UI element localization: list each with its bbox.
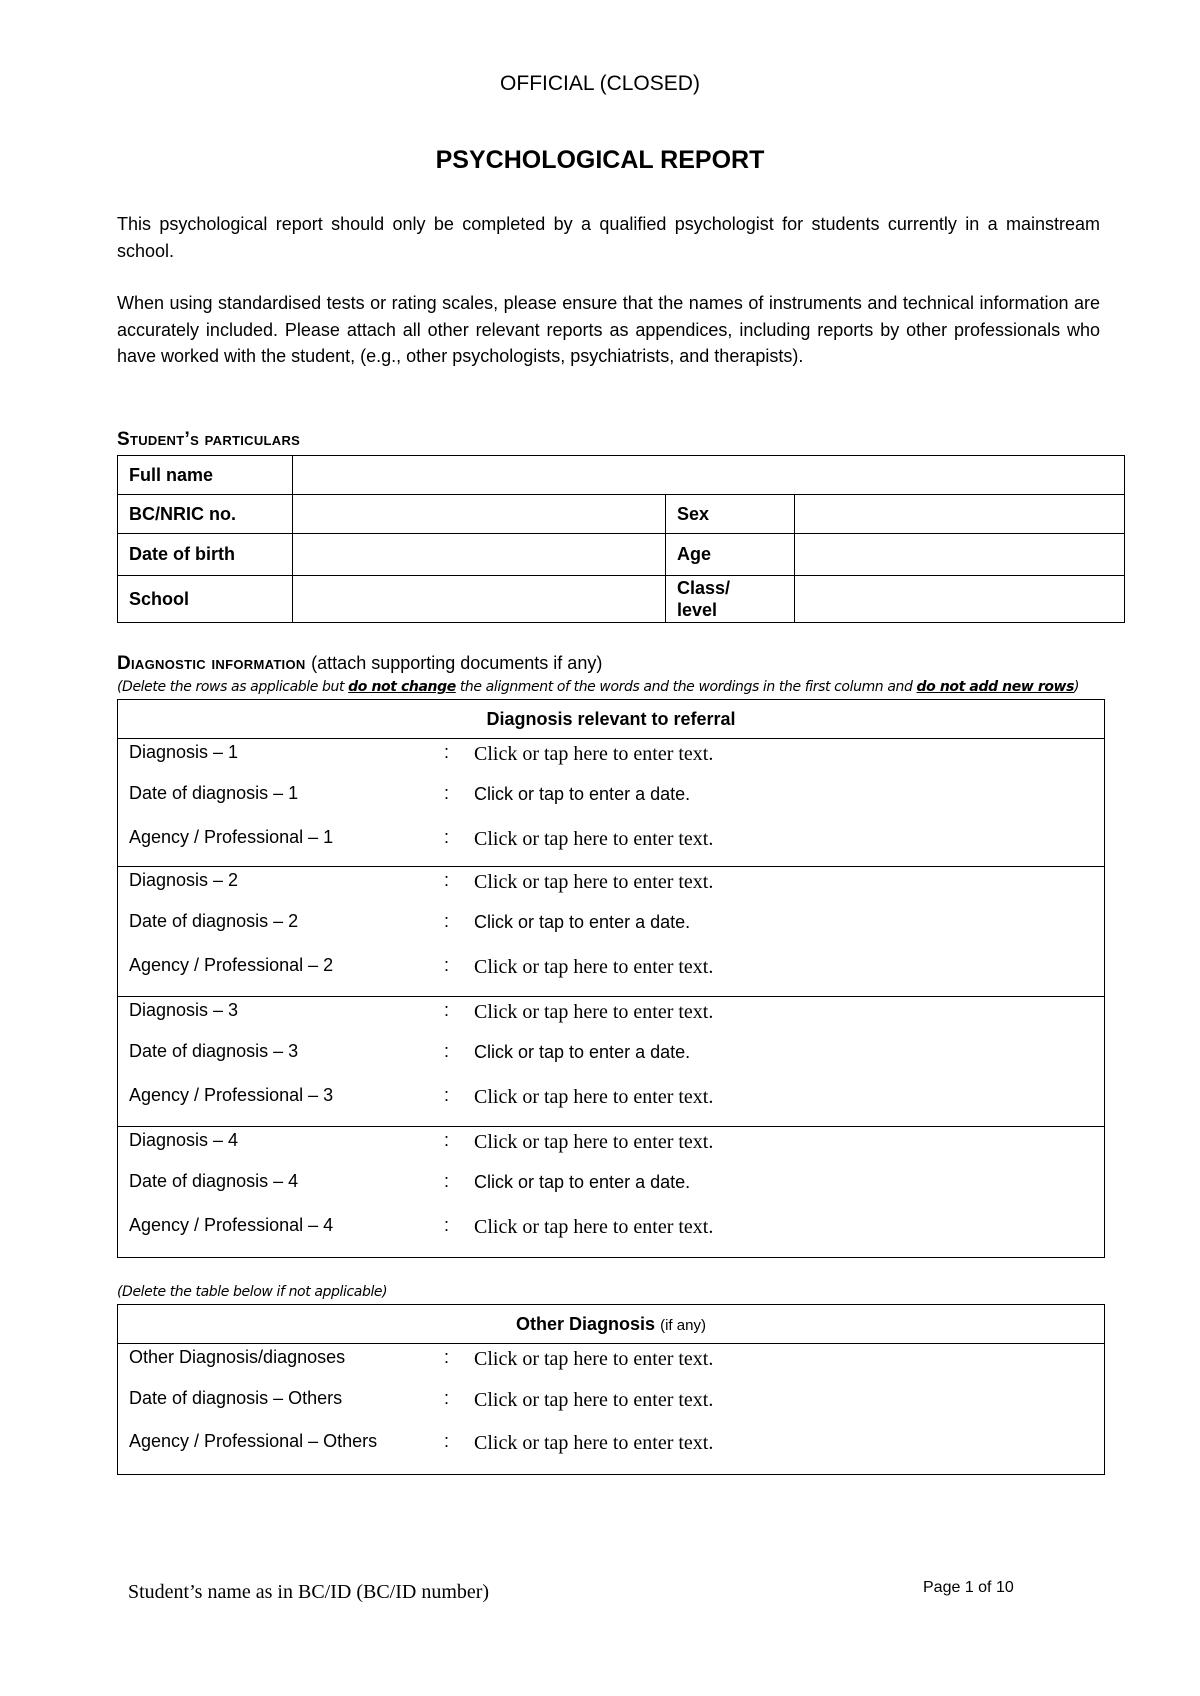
diagnosis-group-1	[118, 739, 1104, 867]
text-entry-field[interactable]: Click or tap here to enter text.	[474, 1348, 714, 1370]
table-row	[118, 576, 1124, 622]
colon-separator: :	[444, 1388, 450, 1408]
diagnosis-row-label: Diagnosis – 3	[129, 1000, 239, 1020]
date-picker-field[interactable]: Click or tap to enter a date.	[474, 1042, 691, 1062]
full-name-field[interactable]	[293, 456, 1123, 494]
colon-separator: :	[444, 955, 450, 975]
class-level-field[interactable]	[795, 576, 1123, 622]
particulars-heading: Student’s particulars	[117, 429, 301, 450]
text-entry-field[interactable]: Click or tap here to enter text.	[474, 1432, 714, 1454]
dob-label: Date of birth	[129, 544, 235, 564]
bc-nric-label: BC/NRIC no.	[129, 503, 236, 524]
page-number: Page 1 of 10	[923, 1579, 1014, 1596]
text-entry-field[interactable]: Click or tap here to enter text.	[474, 743, 714, 765]
footer-student-ref: Student’s name as in BC/ID (BC/ID number)	[128, 1581, 490, 1603]
diagnosis-group-4	[118, 1127, 1104, 1257]
diagnostic-heading	[117, 653, 602, 675]
other-diagnosis-table	[117, 1304, 1105, 1475]
sex-label: Sex	[677, 503, 710, 524]
table-row	[118, 456, 1124, 495]
colon-separator: :	[444, 783, 450, 803]
other-row-label: Other Diagnosis/diagnoses	[129, 1347, 346, 1367]
particulars-table	[117, 455, 1125, 623]
text-entry-field[interactable]: Click or tap here to enter text.	[474, 828, 714, 850]
classification-label: OFFICIAL (CLOSED)	[500, 72, 700, 95]
text-entry-field[interactable]: Click or tap here to enter text.	[474, 1389, 714, 1411]
text-entry-field[interactable]: Click or tap here to enter text.	[474, 1086, 714, 1108]
date-row-label: Date of diagnosis – 2	[129, 911, 299, 931]
bc-nric-field[interactable]	[293, 495, 665, 533]
diagnostic-heading-note: (attach supporting documents if any)	[311, 653, 603, 673]
date-picker-field[interactable]: Click or tap to enter a date.	[474, 784, 691, 804]
other-row-label: Date of diagnosis – Others	[129, 1388, 343, 1408]
colon-separator: :	[444, 742, 450, 762]
date-row-label: Date of diagnosis – 4	[129, 1171, 299, 1191]
text-entry-field[interactable]: Click or tap here to enter text.	[474, 1216, 714, 1238]
colon-separator: :	[444, 1431, 450, 1451]
colon-separator: :	[444, 1041, 450, 1061]
table-row	[118, 534, 1124, 576]
date-row-label: Date of diagnosis – 3	[129, 1041, 299, 1061]
date-picker-field[interactable]: Click or tap to enter a date.	[474, 912, 691, 932]
dob-field[interactable]	[293, 534, 665, 575]
colon-separator: :	[444, 1347, 450, 1367]
agency-row-label: Agency / Professional – 4	[129, 1215, 334, 1235]
diagnosis-table-header: Diagnosis relevant to referral	[118, 700, 1104, 739]
diagnosis-group-3	[118, 997, 1104, 1127]
sex-field[interactable]	[795, 495, 1123, 533]
diagnostic-instructions: (Delete the rows as applicable but do not change the alignment of the words and the wordings in the first column and do not add new rows)	[117, 679, 1080, 695]
colon-separator: :	[444, 1130, 450, 1150]
page-title: PSYCHOLOGICAL REPORT	[435, 146, 765, 174]
agency-row-label: Agency / Professional – 2	[129, 955, 334, 975]
intro-paragraph-2: When using standardised tests or rating scales, please ensure that the names of instruments and technical information are accurately included. Please attach all other relevant reports as appendices, including reports by other professionals who have worked with the student, (e.g., other psychologists, psychiatrists, and therapists).	[117, 293, 1100, 366]
colon-separator: :	[444, 870, 450, 890]
date-picker-field[interactable]: Click or tap to enter a date.	[474, 1172, 691, 1192]
colon-separator: :	[444, 1215, 450, 1235]
table-row	[118, 495, 1124, 534]
school-label: School	[129, 588, 190, 609]
diagnosis-row-label: Diagnosis – 4	[129, 1130, 239, 1150]
diagnosis-row-label: Diagnosis – 2	[129, 870, 239, 890]
text-entry-field[interactable]: Click or tap here to enter text.	[474, 1001, 714, 1023]
intro-paragraph-1: This psychological report should only be completed by a qualified psychologist for students currently in a mainstream school.	[117, 214, 1100, 261]
colon-separator: :	[444, 1171, 450, 1191]
diagnosis-row-label: Diagnosis – 1	[129, 742, 239, 762]
colon-separator: :	[444, 911, 450, 931]
colon-separator: :	[444, 1085, 450, 1105]
text-entry-field[interactable]: Click or tap here to enter text.	[474, 956, 714, 978]
age-field[interactable]	[795, 534, 1123, 575]
diagnosis-group-2	[118, 867, 1104, 997]
colon-separator: :	[444, 1000, 450, 1020]
age-label: Age	[677, 544, 712, 564]
text-entry-field[interactable]: Click or tap here to enter text.	[474, 1131, 714, 1153]
diagnosis-table	[117, 699, 1105, 1258]
other-diagnosis-header	[118, 1305, 1104, 1344]
text-entry-field[interactable]: Click or tap here to enter text.	[474, 871, 714, 893]
other-header-note: (if any)	[660, 1317, 706, 1334]
full-name-label: Full name	[129, 464, 214, 485]
school-field[interactable]	[293, 576, 665, 622]
other-diagnosis-group	[118, 1344, 1104, 1474]
other-header-title: Other Diagnosis	[516, 1314, 656, 1334]
date-row-label: Date of diagnosis – 1	[129, 783, 299, 803]
agency-row-label: Agency / Professional – 1	[129, 827, 334, 847]
colon-separator: :	[444, 827, 450, 847]
agency-row-label: Agency / Professional – 3	[129, 1085, 334, 1105]
diagnostic-heading-text: Diagnostic information	[117, 653, 306, 674]
other-table-note: (Delete the table below if not applicable)	[117, 1284, 388, 1300]
other-row-label: Agency / Professional – Others	[129, 1431, 378, 1451]
class-level-label: Class/ level	[677, 578, 731, 620]
